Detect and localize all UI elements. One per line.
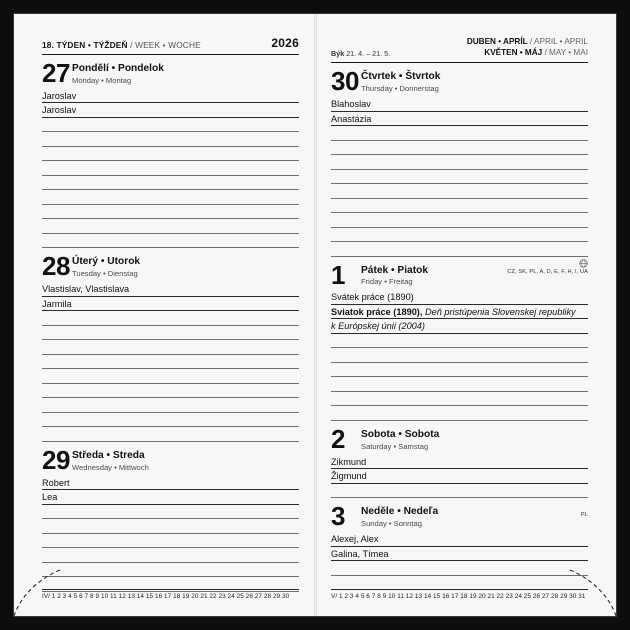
- week-label: [42, 40, 201, 50]
- month-1-bold: DUBEN • APRÍL: [466, 37, 528, 46]
- day-lines: [331, 455, 588, 499]
- day-header: [331, 257, 588, 291]
- entry-text: Alexej, Alex: [331, 534, 379, 545]
- zodiac-sign: Býk: [331, 49, 345, 59]
- blank-line[interactable]: [331, 561, 588, 576]
- day-name-primary: Pondělí • Pondelok: [72, 63, 164, 74]
- holiday-bold: Sviatok práce (1890),: [331, 306, 423, 317]
- month-line-1: [467, 36, 588, 47]
- day-header: [331, 421, 588, 455]
- day-name-secondary: Wednesday • Mittwoch: [72, 462, 149, 472]
- day-name-primary: Středa • Streda: [72, 449, 145, 461]
- blank-line[interactable]: [331, 228, 588, 243]
- entry-line[interactable]: [42, 476, 299, 491]
- entry-text: Svátek práce (1890): [331, 292, 414, 303]
- entry-line[interactable]: [331, 532, 588, 547]
- day-names: [72, 449, 149, 472]
- right-footer-calendar: V/ 1 2 3 4 5 6 7 8 9 10 11 12 13 14 15 16 17 18 19 20 21 22 23 24 25 26 27 28 29 30 31: [331, 589, 588, 600]
- entry-text: Jaroslav: [42, 105, 77, 116]
- entry-line[interactable]: [331, 547, 588, 562]
- blank-line[interactable]: [42, 548, 299, 563]
- entry-text: Vlastislav, Vlastislava: [42, 284, 130, 295]
- blank-line[interactable]: [42, 340, 299, 355]
- day-names: [361, 505, 438, 528]
- entry-line[interactable]: [42, 490, 299, 505]
- blank-line[interactable]: [42, 118, 299, 133]
- entry-line[interactable]: [331, 319, 588, 334]
- day-header: [42, 55, 299, 89]
- day-lines: [42, 282, 299, 442]
- blank-line[interactable]: [42, 398, 299, 413]
- blank-line[interactable]: [42, 369, 299, 384]
- day-names: [361, 264, 428, 287]
- entry-line[interactable]: [42, 89, 299, 104]
- blank-line[interactable]: [42, 190, 299, 205]
- day-name-secondary: Thursday • Donnerstag: [361, 83, 439, 93]
- blank-line[interactable]: [42, 176, 299, 191]
- day-lines: [42, 89, 299, 249]
- day-names: [72, 255, 140, 278]
- day-name-secondary: Sunday • Sonntag: [361, 519, 422, 529]
- day-name-secondary: Saturday • Samstag: [361, 441, 429, 451]
- month-2-bold: KVĚTEN • MÁJ: [484, 48, 543, 58]
- entry-text: Anastázia: [331, 113, 372, 124]
- blank-line[interactable]: [331, 155, 588, 170]
- day-number: 30: [331, 66, 359, 97]
- zodiac-label: [331, 49, 390, 58]
- day-lines: [331, 532, 588, 590]
- entry-line[interactable]: [42, 297, 299, 312]
- entry-text-rich: [331, 321, 425, 331]
- entry-text: Žigmund: [331, 471, 367, 482]
- blank-line[interactable]: [331, 377, 588, 392]
- day-block-30: [331, 63, 588, 256]
- day-name-primary: Čtvrtek • Štvrtok: [361, 71, 441, 83]
- blank-line[interactable]: [42, 132, 299, 147]
- country-codes: PL: [580, 512, 588, 519]
- entry-line[interactable]: [331, 469, 588, 484]
- day-block-1: [331, 257, 588, 421]
- day-names: [361, 428, 439, 451]
- day-block-2: [331, 421, 588, 498]
- blank-line[interactable]: [331, 126, 588, 141]
- entry-text: Lea: [42, 492, 58, 503]
- globe-icon: [579, 259, 588, 268]
- blank-line[interactable]: [331, 213, 588, 228]
- blank-line[interactable]: [331, 141, 588, 156]
- entry-line[interactable]: [42, 103, 299, 118]
- day-name-primary: Pátek • Piatok: [361, 264, 428, 276]
- day-name-primary: Úterý • Utorok: [72, 256, 141, 268]
- month-1-light: / APRIL • APRIL: [529, 37, 588, 46]
- day-block-3: [331, 498, 588, 590]
- entry-text-rich: [331, 307, 576, 317]
- day-number: 3: [331, 501, 345, 532]
- month-line-2: [467, 47, 588, 58]
- blank-line[interactable]: [42, 427, 299, 442]
- blank-line[interactable]: [42, 519, 299, 534]
- day-header: [331, 63, 588, 97]
- entry-line[interactable]: [331, 290, 588, 305]
- holiday-italic-2: k Európskej únii (2004): [331, 321, 425, 332]
- day-header: [42, 248, 299, 282]
- blank-line[interactable]: [331, 170, 588, 185]
- entry-line[interactable]: [331, 305, 588, 320]
- entry-text: Jarmila: [42, 298, 72, 309]
- right-page: [315, 14, 616, 616]
- blank-line[interactable]: [42, 384, 299, 399]
- day-number: 28: [42, 251, 70, 282]
- blank-line[interactable]: [331, 334, 588, 349]
- blank-line[interactable]: [42, 147, 299, 162]
- blank-line[interactable]: [42, 311, 299, 326]
- entry-text: Jaroslav: [42, 90, 77, 101]
- day-names: [361, 70, 440, 93]
- entry-text: Zikmund: [331, 456, 367, 467]
- country-codes: CZ, SK, PL, A, D, E, F, H, I, UA: [507, 268, 588, 275]
- week-label-bold: 18. TÝDEN • TÝŽDEŇ: [42, 40, 128, 50]
- entry-text: Robert: [42, 477, 70, 488]
- holiday-italic: Deň pristúpenia Slovenskej republiky: [422, 306, 576, 317]
- entry-text: Blahoslav: [331, 99, 371, 110]
- day-block-29: [42, 442, 299, 592]
- entry-line[interactable]: [331, 112, 588, 127]
- blank-line[interactable]: [42, 534, 299, 549]
- blank-line[interactable]: [331, 363, 588, 378]
- day-number: 1: [331, 259, 345, 290]
- entry-line[interactable]: [42, 282, 299, 297]
- blank-line[interactable]: [331, 392, 588, 407]
- day-block-27: [42, 55, 299, 248]
- day-name-secondary: Tuesday • Dienstag: [72, 269, 138, 279]
- day-name-secondary: Friday • Freitag: [361, 277, 413, 287]
- left-page-header: [42, 36, 299, 55]
- year-label: 2026: [271, 36, 299, 50]
- day-lines: [331, 290, 588, 421]
- entry-text: Galina, Tímea: [331, 548, 389, 559]
- blank-line[interactable]: [42, 413, 299, 428]
- day-number: 27: [42, 58, 70, 88]
- blank-line[interactable]: [42, 161, 299, 176]
- blank-line[interactable]: [331, 242, 588, 257]
- left-footer-calendar: IV/ 1 2 3 4 5 6 7 8 9 10 11 12 13 14 15 16 17 18 19 20 21 22 23 24 25 26 27 28 29 30: [42, 589, 299, 600]
- day-lines: [42, 476, 299, 592]
- blank-line[interactable]: [42, 234, 299, 249]
- blank-line[interactable]: [331, 348, 588, 363]
- day-name-secondary: Monday • Montag: [72, 75, 132, 85]
- blank-line[interactable]: [42, 326, 299, 341]
- entry-line[interactable]: [331, 97, 588, 112]
- blank-line[interactable]: [42, 505, 299, 520]
- blank-line[interactable]: [42, 355, 299, 370]
- day-header: [42, 442, 299, 476]
- entry-line[interactable]: [331, 455, 588, 470]
- planner-spread: [14, 14, 616, 616]
- blank-line[interactable]: [331, 484, 588, 499]
- day-block-28: [42, 248, 299, 441]
- month-label: [467, 36, 588, 58]
- day-names: [72, 62, 164, 85]
- day-lines: [331, 97, 588, 257]
- day-header: [331, 498, 588, 532]
- zodiac-range: 21. 4. – 21. 5.: [346, 49, 391, 59]
- week-label-light: / WEEK • WOCHE: [130, 40, 201, 50]
- day-number: 2: [331, 423, 345, 454]
- right-page-header: [331, 36, 588, 63]
- day-name-primary: Neděle • Nedeľa: [361, 506, 439, 518]
- day-number: 29: [42, 444, 70, 475]
- blank-line[interactable]: [42, 219, 299, 234]
- blank-line[interactable]: [331, 199, 588, 214]
- blank-line[interactable]: [42, 563, 299, 578]
- left-page: [14, 14, 315, 616]
- blank-line[interactable]: [331, 184, 588, 199]
- blank-line[interactable]: [42, 205, 299, 220]
- month-2-light: / MAY • MAI: [544, 48, 588, 58]
- blank-line[interactable]: [331, 406, 588, 421]
- day-name-primary: Sobota • Sobota: [361, 428, 440, 440]
